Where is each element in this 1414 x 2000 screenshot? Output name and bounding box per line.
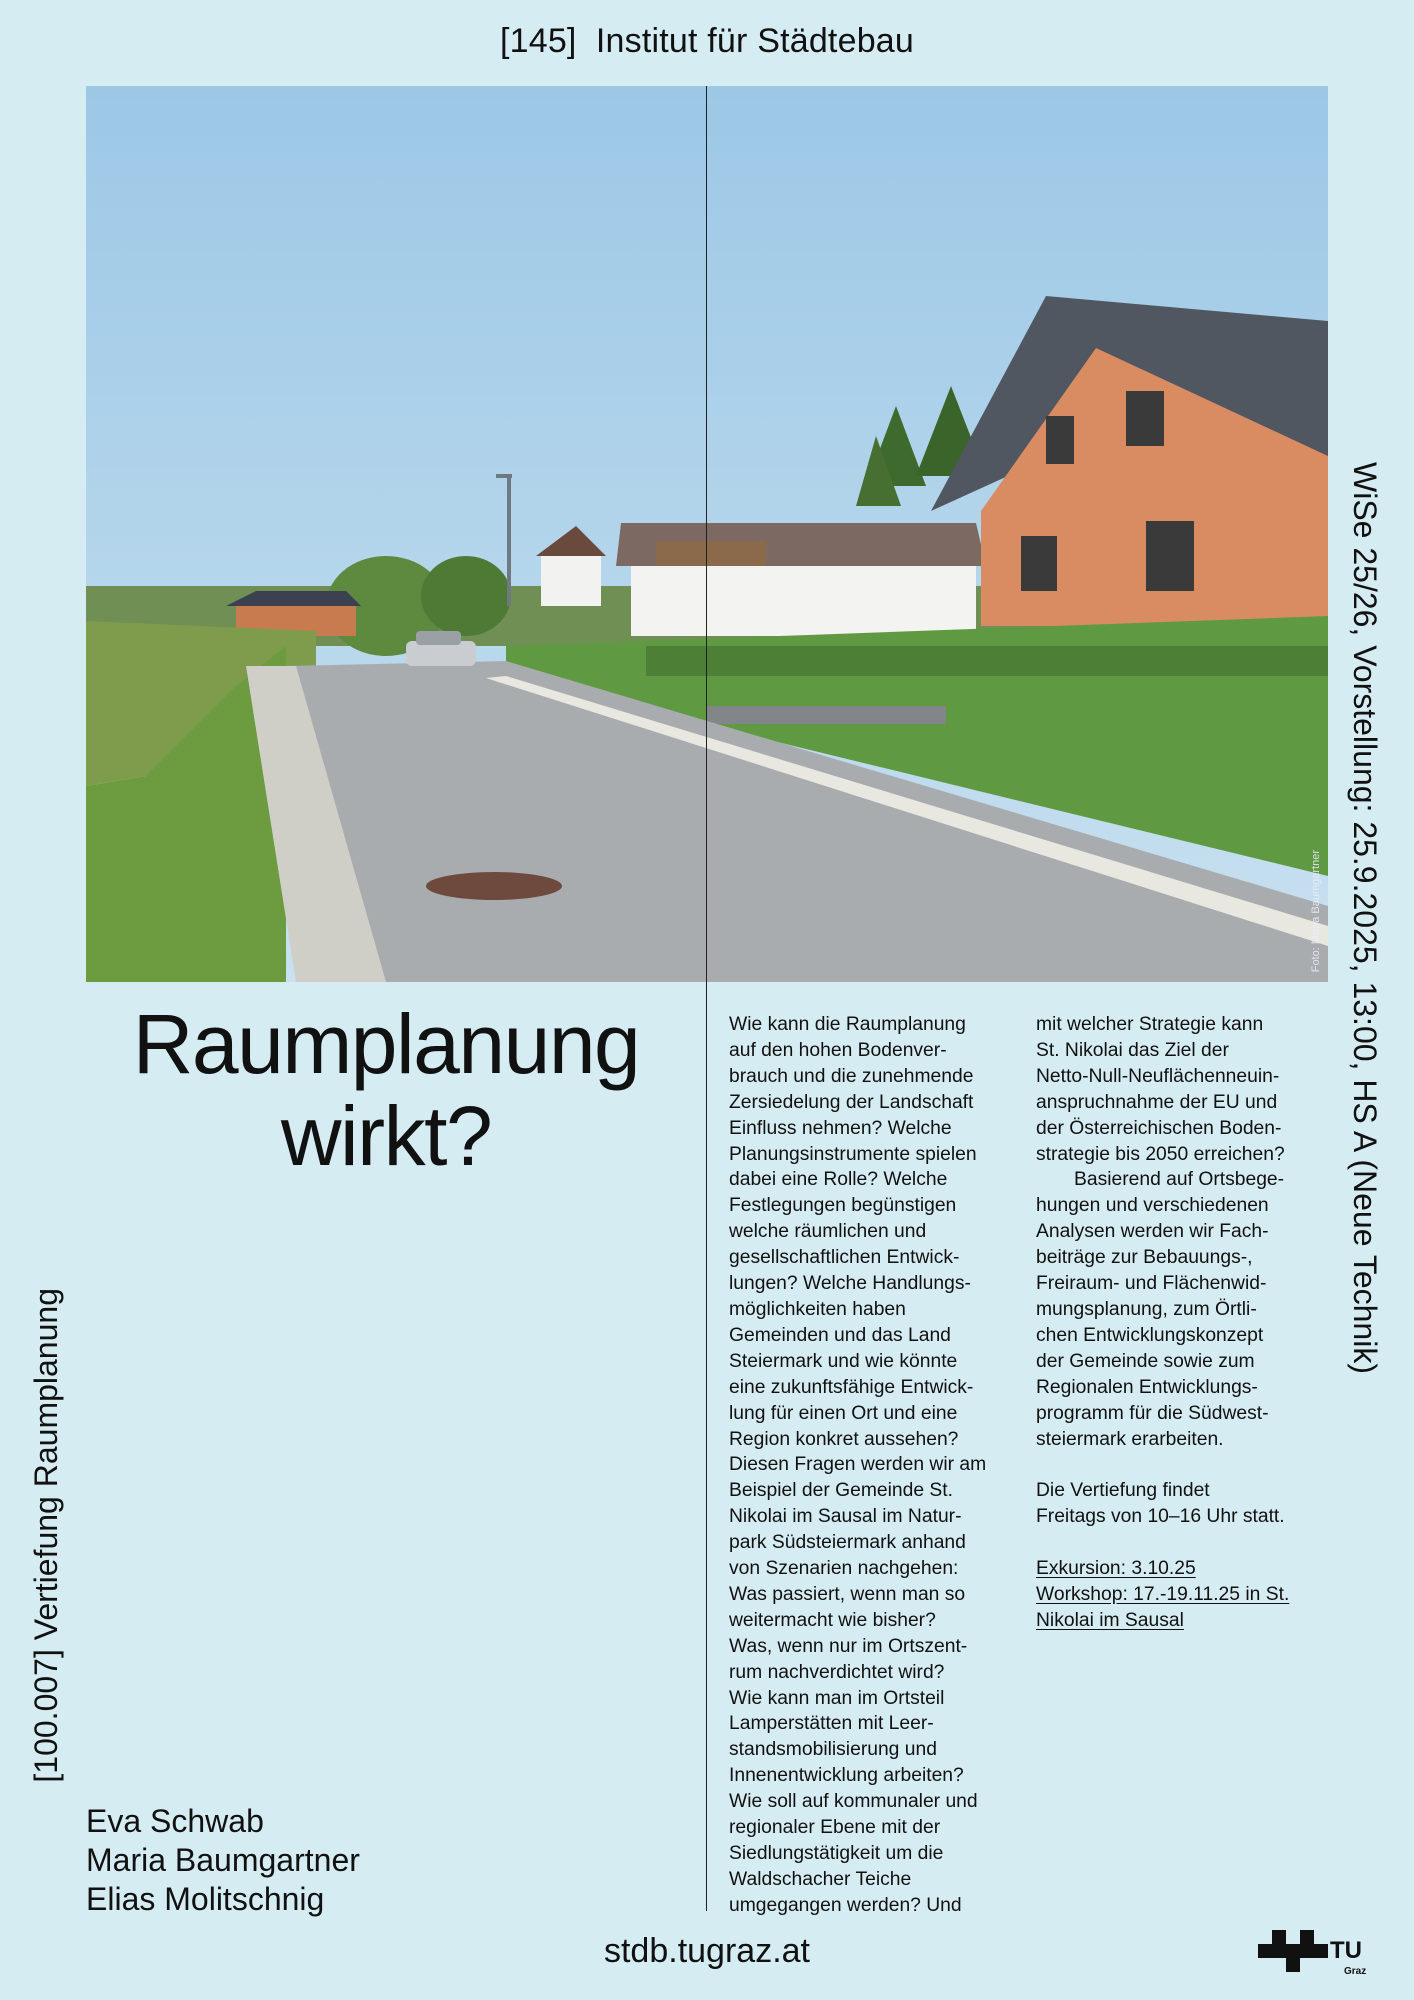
text-line: programm für die Südwest- xyxy=(1036,1402,1269,1424)
website-link[interactable]: stdb.tugraz.at xyxy=(603,1932,810,1970)
text-line: park Südsteiermark anhand xyxy=(729,1532,966,1554)
workshop-link-cont[interactable]: Nikolai im Sausal xyxy=(1036,1609,1184,1631)
text-line: Die Vertiefung findet xyxy=(1036,1480,1210,1502)
text-line: Wie kann die Raumplanung xyxy=(729,1014,966,1035)
text-line: weitermacht wie bisher? xyxy=(729,1609,936,1631)
methods-paragraph xyxy=(1036,1167,1336,1452)
text-line: Zersiedelung der Landschaft xyxy=(729,1091,974,1113)
tu-graz-logo[interactable] xyxy=(1258,1924,1378,1978)
text-line: Waldschacher Teiche xyxy=(729,1868,912,1890)
schedule-paragraph xyxy=(1036,1478,1336,1530)
text-line: Steiermark und wie könnte xyxy=(729,1350,958,1372)
course-label: [100.007] Vertiefung Raumplanung xyxy=(28,1288,64,1783)
hero-photo xyxy=(86,86,1328,982)
author-name: Elias Molitschnig xyxy=(86,1881,325,1917)
text-line: Beispiel der Gemeinde St. xyxy=(729,1480,953,1502)
headline-line-2: wirkt? xyxy=(280,1089,492,1183)
text-line: Regionalen Entwicklungs- xyxy=(1036,1376,1258,1398)
text-line: strategie bis 2050 erreichen? xyxy=(1036,1143,1285,1165)
text-line: welche räumlichen und xyxy=(729,1221,927,1243)
header-title: [145] Institut für Städtebau xyxy=(499,22,915,60)
text-line: rum nachverdichtet wird? xyxy=(729,1661,945,1683)
text-line: umgegangen werden? Und xyxy=(729,1894,962,1916)
text-line: Analysen werden wir Fach- xyxy=(1036,1221,1269,1243)
text-line: Nikolai im Sausal im Natur- xyxy=(729,1506,962,1528)
intro-paragraph xyxy=(729,1012,1029,1919)
logo-sub-text: Graz xyxy=(1344,1966,1367,1977)
logo-main-text: TU xyxy=(1330,1937,1362,1964)
text-line: Planungsinstrumente spielen xyxy=(729,1143,977,1165)
excursion-link[interactable]: Exkursion: 3.10.25 xyxy=(1036,1558,1196,1579)
text-line: lungen? Welche Handlungs- xyxy=(729,1273,971,1295)
text-line: Festlegungen begünstigen xyxy=(729,1195,957,1217)
text-line: Einfluss nehmen? Welche xyxy=(729,1117,952,1139)
body-column-1 xyxy=(729,1012,1029,1919)
text-line: anspruchnahme der EU und xyxy=(1036,1091,1278,1113)
text-line: St. Nikolai das Ziel der xyxy=(1036,1039,1229,1061)
text-line: der Österreichischen Boden- xyxy=(1036,1117,1282,1139)
text-line: Gemeinden und das Land xyxy=(729,1324,951,1346)
text-line: der Gemeinde sowie zum xyxy=(1036,1350,1255,1372)
tu-graz-logo-icon xyxy=(1258,1924,1378,1978)
text-line: möglichkeiten haben xyxy=(729,1298,906,1320)
text-line: Wie soll auf kommunaler und xyxy=(729,1791,978,1813)
body-column-2 xyxy=(1036,1012,1336,1634)
text-line: Was, wenn nur im Ortszent- xyxy=(729,1635,968,1657)
workshop-link[interactable]: Workshop: 17.-19.11.25 in St. xyxy=(1036,1583,1290,1605)
center-divider xyxy=(706,86,707,1911)
text-line: beiträge zur Bebauungs-, xyxy=(1036,1247,1253,1269)
headline-line-1: Raumplanung xyxy=(132,997,640,1091)
text-line: Diesen Fragen werden wir am xyxy=(729,1454,987,1476)
text-line: auf den hohen Bodenver- xyxy=(729,1039,947,1061)
text-line: Region konkret aussehen? xyxy=(729,1428,959,1450)
text-line: von Szenarien nachgehen: xyxy=(729,1558,959,1580)
street-scene-image xyxy=(86,86,1328,982)
text-line: mungsplanung, zum Örtli- xyxy=(1036,1298,1257,1320)
headline xyxy=(86,998,686,1182)
author-name: Maria Baumgartner xyxy=(86,1842,360,1878)
authors xyxy=(86,1802,360,1919)
text-line: Basierend auf Ortsbege- xyxy=(1074,1169,1285,1191)
text-line: regionaler Ebene mit der xyxy=(729,1817,941,1839)
text-line: Was passiert, wenn man so xyxy=(729,1583,966,1605)
text-line: lung für einen Ort und eine xyxy=(729,1402,958,1424)
text-line: standsmobilisierung und xyxy=(729,1739,937,1761)
text-line: Innenentwicklung arbeiten? xyxy=(729,1765,964,1787)
text-line: dabei eine Rolle? Welche xyxy=(729,1169,948,1191)
author-name: Eva Schwab xyxy=(86,1803,264,1839)
text-line: Freiraum- und Flächenwid- xyxy=(1036,1273,1267,1295)
photo-credit: Foto: Maria Baumgartner xyxy=(1310,849,1322,972)
text-line: eine zukunftsfähige Entwick- xyxy=(729,1376,974,1398)
text-line: chen Entwicklungskonzept xyxy=(1036,1324,1264,1346)
text-line: Freitags von 10–16 Uhr statt. xyxy=(1036,1506,1285,1528)
text-line: Wie kann man im Ortsteil xyxy=(729,1687,945,1709)
text-line: mit welcher Strategie kann xyxy=(1036,1014,1264,1035)
text-line: steiermark erarbeiten. xyxy=(1036,1428,1224,1450)
text-line: Netto-Null-Neuflächenneuin- xyxy=(1036,1065,1280,1087)
semester-info: WiSe 25/26, Vorstellung: 25.9.2025, 13:00, HS A (Neue Technik) xyxy=(1347,462,1383,1374)
text-line: Siedlungstätigkeit um die xyxy=(729,1843,944,1864)
text-line: brauch und die zunehmende xyxy=(729,1065,974,1087)
text-line: gesellschaftlichen Entwick- xyxy=(729,1247,960,1269)
events-paragraph xyxy=(1036,1556,1336,1634)
text-line: Lamperstätten mit Leer- xyxy=(729,1713,934,1735)
strategy-paragraph xyxy=(1036,1012,1336,1167)
text-line: hungen und verschiedenen xyxy=(1036,1195,1269,1217)
